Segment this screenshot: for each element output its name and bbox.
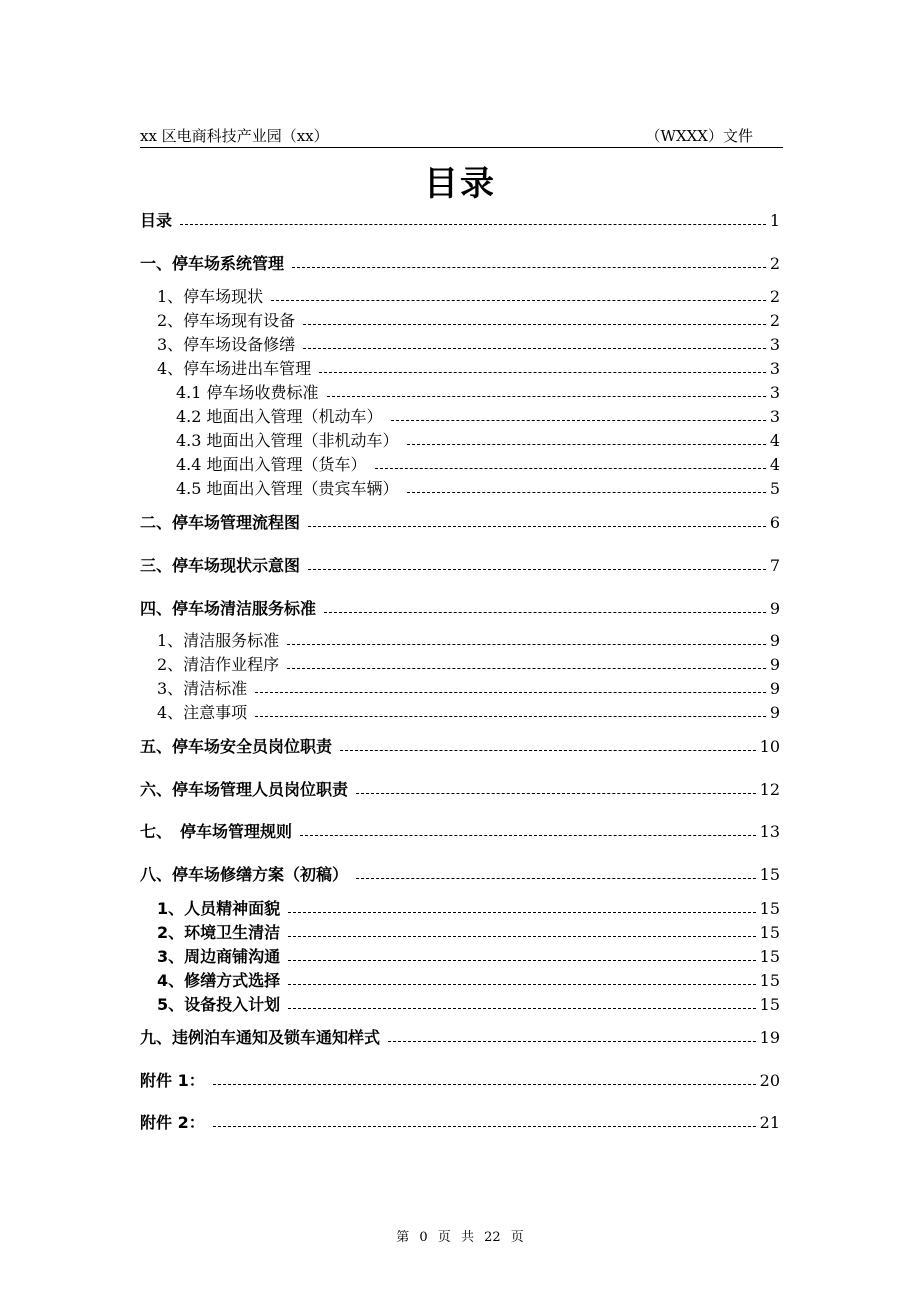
toc-entry-8-5[interactable] <box>157 994 780 1016</box>
toc-leader <box>303 324 766 325</box>
toc-entry-label: 附件 2： <box>140 1113 205 1132</box>
footer-prefix: 第 <box>396 1230 410 1245</box>
toc-page-number: 4 <box>769 455 780 474</box>
toc-entry-label: 1、人员精神面貌 <box>157 899 281 918</box>
toc-page-number: 6 <box>769 513 780 532</box>
toc-entry-contents[interactable] <box>140 210 780 232</box>
toc-entry-label: 4.4 地面出入管理（货车） <box>176 455 367 474</box>
toc-leader <box>213 1126 756 1127</box>
toc-entry-appendix-2[interactable] <box>140 1112 780 1134</box>
toc-entry-section-3[interactable] <box>140 555 780 577</box>
toc-leader <box>324 612 766 613</box>
toc-entry-label: 九、违例泊车通知及锁车通知样式 <box>140 1028 381 1047</box>
toc-entry-section-1[interactable] <box>140 253 780 275</box>
toc-entry-label: 5、设备投入计划 <box>157 995 281 1014</box>
toc-page-number: 12 <box>759 780 780 799</box>
toc-page-number: 9 <box>769 703 780 722</box>
toc-entry-label: 目录 <box>140 211 173 230</box>
toc-leader <box>292 267 766 268</box>
toc-page-number: 19 <box>759 1028 780 1047</box>
toc-leader <box>213 1084 756 1085</box>
toc-entry-section-5[interactable] <box>140 736 780 758</box>
toc-page-number: 4 <box>769 431 780 450</box>
toc-entry-section-8[interactable] <box>140 864 780 886</box>
toc-page-number: 9 <box>769 631 780 650</box>
toc-entry-1-4[interactable] <box>157 358 780 380</box>
toc-leader <box>180 224 766 225</box>
toc-leader <box>356 878 756 879</box>
toc-leader <box>388 1041 756 1042</box>
toc-page-number: 1 <box>769 211 780 230</box>
footer-total-word: 共 <box>460 1230 474 1245</box>
toc-entry-section-4[interactable] <box>140 598 780 620</box>
toc-entry-8-1[interactable] <box>157 898 780 920</box>
toc-leader <box>375 468 766 469</box>
toc-entry-label: 1、清洁服务标准 <box>157 631 280 650</box>
toc-entry-4s-2[interactable] <box>157 654 780 676</box>
toc-leader <box>391 420 766 421</box>
toc-entry-1-3[interactable] <box>157 334 780 356</box>
toc-entry-4-3[interactable] <box>176 430 780 452</box>
toc-entry-section-2[interactable] <box>140 512 780 534</box>
toc-entry-4s-3[interactable] <box>157 678 780 700</box>
toc-entry-label: 附件 1： <box>140 1071 205 1090</box>
footer-suffix: 页 <box>510 1230 524 1245</box>
toc-page-number: 3 <box>769 383 780 402</box>
toc-entry-label: 4.5 地面出入管理（贵宾车辆） <box>176 479 399 498</box>
toc-page-number: 15 <box>759 899 780 918</box>
toc-page-number: 2 <box>769 287 780 306</box>
toc-entry-4-5[interactable] <box>176 478 780 500</box>
toc-leader <box>288 984 756 985</box>
toc-entry-label: 4.3 地面出入管理（非机动车） <box>176 431 399 450</box>
page-header <box>140 125 783 148</box>
toc-leader <box>407 492 766 493</box>
toc-leader <box>288 1008 756 1009</box>
toc-title: 目录 <box>424 164 496 204</box>
toc-leader <box>287 644 766 645</box>
toc-leader <box>407 444 766 445</box>
toc-entry-label: 三、停车场现状示意图 <box>140 556 301 575</box>
toc-leader <box>271 300 766 301</box>
toc-entry-label: 六、停车场管理人员岗位职责 <box>140 780 349 799</box>
toc-page-number: 15 <box>759 971 780 990</box>
toc-entry-8-2[interactable] <box>157 922 780 944</box>
toc-page-number: 2 <box>769 311 780 330</box>
toc-entry-section-7[interactable] <box>140 821 780 843</box>
toc-entry-1-2[interactable] <box>157 310 780 332</box>
toc-leader <box>327 396 766 397</box>
toc-leader <box>287 668 766 669</box>
toc-page-number: 2 <box>769 254 780 273</box>
toc-page-number: 10 <box>759 737 780 756</box>
toc-leader <box>308 569 766 570</box>
toc-page-number: 21 <box>759 1113 780 1132</box>
toc-leader <box>303 348 766 349</box>
toc-page-number: 9 <box>769 655 780 674</box>
toc-page-number: 9 <box>769 679 780 698</box>
toc-entry-label: 4.1 停车场收费标准 <box>176 383 319 402</box>
toc-entry-appendix-1[interactable] <box>140 1070 780 1092</box>
toc-entry-8-4[interactable] <box>157 970 780 992</box>
toc-entry-4-4[interactable] <box>176 454 780 476</box>
toc-page-number: 9 <box>769 599 780 618</box>
toc-entry-8-3[interactable] <box>157 946 780 968</box>
toc-leader <box>288 960 756 961</box>
toc-entry-4-2[interactable] <box>176 406 780 428</box>
toc-entry-label: 3、清洁标准 <box>157 679 248 698</box>
page-footer <box>0 1226 920 1245</box>
toc-entry-4s-1[interactable] <box>157 630 780 652</box>
toc-entry-label: 3、停车场设备修缮 <box>157 335 296 354</box>
toc-page-number: 3 <box>769 335 780 354</box>
toc-entry-4-1[interactable] <box>176 382 780 404</box>
toc-entry-label: 一、停车场系统管理 <box>140 254 285 273</box>
toc-page-number: 7 <box>769 556 780 575</box>
toc-entry-label: 4.2 地面出入管理（机动车） <box>176 407 383 426</box>
footer-page-word: 页 <box>437 1230 451 1245</box>
toc-leader <box>340 750 756 751</box>
toc-entry-label: 4、注意事项 <box>157 703 248 722</box>
footer-total-pages: 22 <box>484 1230 501 1245</box>
toc-entry-4s-4[interactable] <box>157 702 780 724</box>
toc-page-number: 5 <box>769 479 780 498</box>
toc-entry-label: 五、停车场安全员岗位职责 <box>140 737 333 756</box>
toc-page-number: 3 <box>769 359 780 378</box>
toc-entry-label: 3、周边商铺沟通 <box>157 947 281 966</box>
toc-page-number: 3 <box>769 407 780 426</box>
toc-entry-label: 二、停车场管理流程图 <box>140 513 301 532</box>
toc-entry-label: 4、修缮方式选择 <box>157 971 281 990</box>
footer-current-page: 0 <box>419 1230 428 1245</box>
toc-entry-label: 2、清洁作业程序 <box>157 655 280 674</box>
toc-page-number: 15 <box>759 995 780 1014</box>
toc-entry-label: 2、停车场现有设备 <box>157 311 296 330</box>
toc-entry-label: 4、停车场进出车管理 <box>157 359 312 378</box>
toc-page-number: 13 <box>759 822 780 841</box>
toc-entry-label: 1、停车场现状 <box>157 287 264 306</box>
toc-page-number: 15 <box>759 947 780 966</box>
toc-entry-1-1[interactable] <box>157 286 780 308</box>
toc-entry-label: 八、停车场修缮方案（初稿） <box>140 865 349 884</box>
toc-leader <box>300 835 756 836</box>
toc-page-number: 15 <box>759 865 780 884</box>
toc-entry-section-6[interactable] <box>140 779 780 801</box>
toc-entry-label: 四、停车场清洁服务标准 <box>140 599 317 618</box>
toc-leader <box>356 793 756 794</box>
toc-leader <box>288 936 756 937</box>
toc-page-number: 15 <box>759 923 780 942</box>
toc-entry-label: 七、 停车场管理规则 <box>140 822 293 841</box>
toc-leader <box>308 526 766 527</box>
toc-leader <box>255 716 766 717</box>
toc-leader <box>319 372 766 373</box>
toc-leader <box>255 692 766 693</box>
toc-page-number: 20 <box>759 1071 780 1090</box>
toc-entry-label: 2、环境卫生清洁 <box>157 923 281 942</box>
toc-leader <box>288 912 756 913</box>
header-right-text: （WXXX）文件 <box>645 127 753 145</box>
header-left-text: xx 区电商科技产业园（xx） <box>140 127 329 145</box>
toc-entry-section-9[interactable] <box>140 1027 780 1049</box>
